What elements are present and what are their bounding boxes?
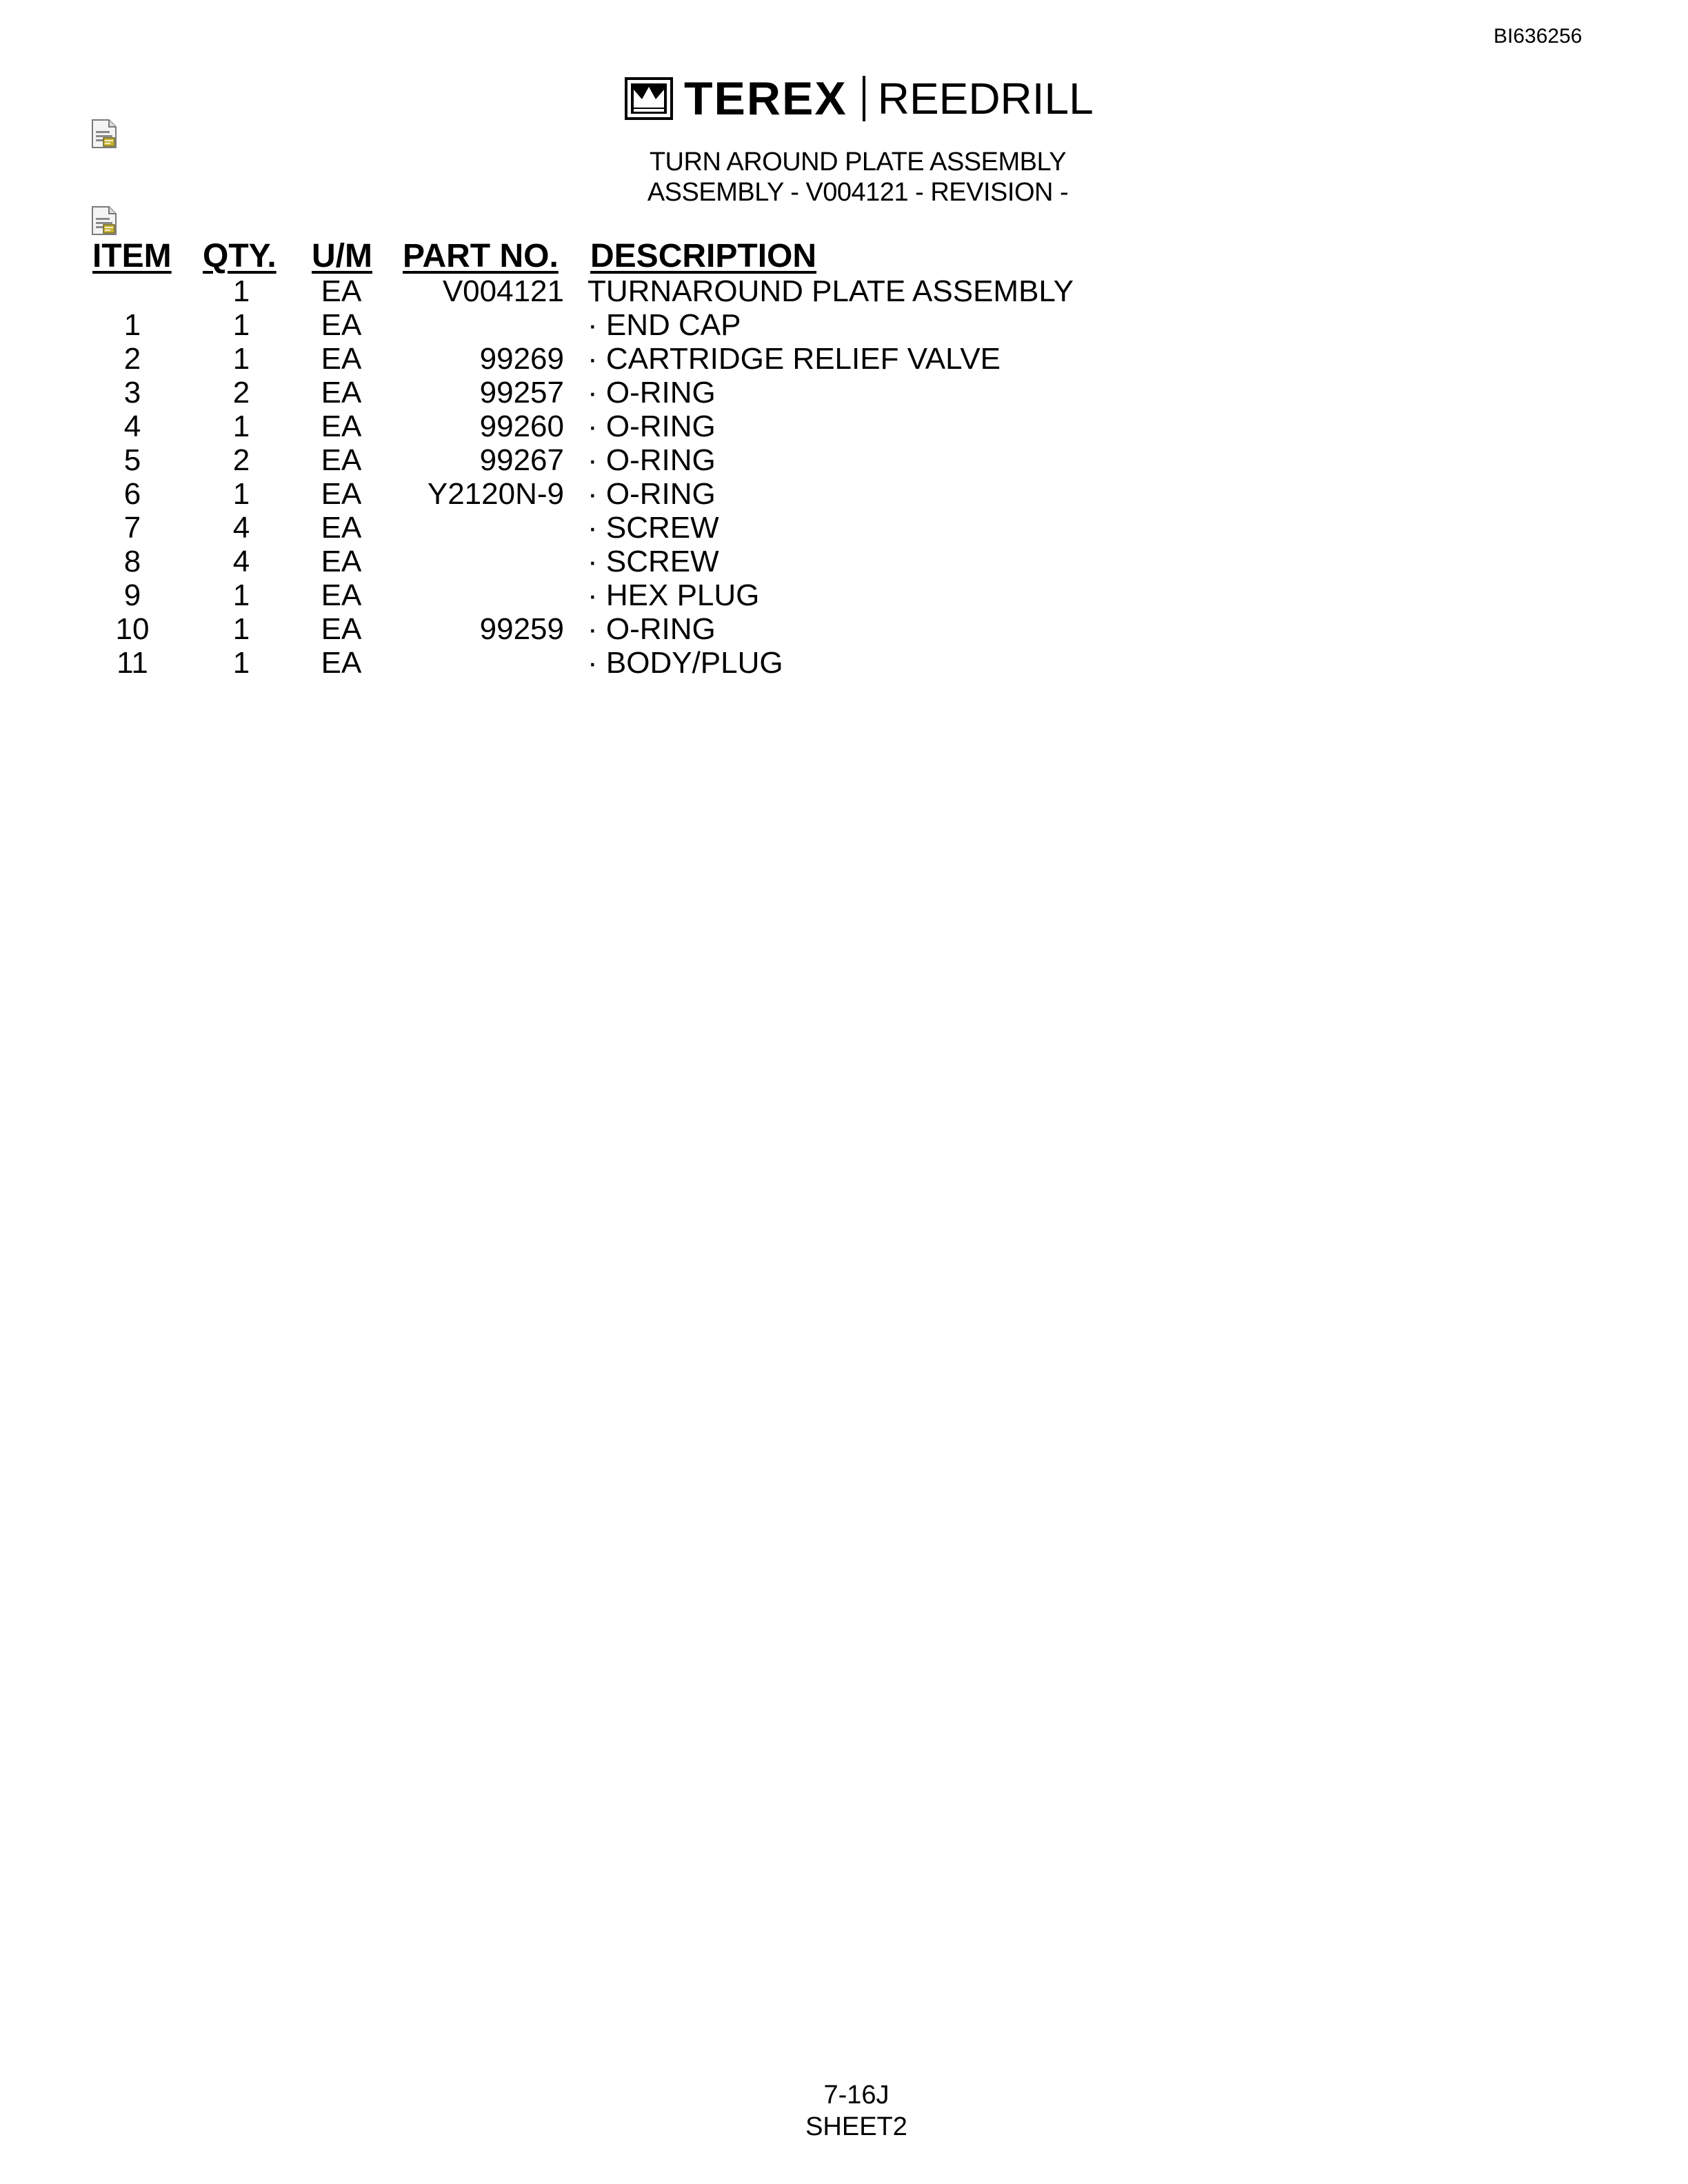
quantity: 1: [232, 477, 250, 511]
description: · CARTRIDGE RELIEF VALVE: [587, 342, 1001, 376]
table-row: [0, 511, 1688, 545]
document-id: BI636256: [1494, 25, 1582, 48]
item-number: 11: [117, 646, 148, 680]
description: · O-RING: [587, 477, 716, 511]
item-number: 8: [123, 545, 141, 578]
document-subtitle: ASSEMBLY - V004121 - REVISION -: [647, 178, 1069, 207]
description: · O-RING: [587, 612, 716, 646]
quantity: 2: [232, 443, 250, 477]
table-row: [0, 274, 1688, 308]
unit-of-measure: EA: [321, 443, 362, 477]
unit-of-measure: EA: [321, 308, 362, 342]
quantity: 1: [232, 308, 250, 342]
quantity: 2: [232, 376, 250, 410]
unit-of-measure: EA: [321, 612, 362, 646]
part-number: V004121: [442, 274, 564, 308]
document-link-icon[interactable]: [90, 119, 119, 149]
description: TURNAROUND PLATE ASSEMBLY: [587, 274, 1074, 308]
brand-name-primary: TEREX: [684, 72, 847, 125]
header-qty: QTY.: [203, 238, 277, 274]
quantity: 1: [232, 646, 250, 680]
sheet-number: SHEET2: [805, 2112, 907, 2141]
item-number: 4: [123, 410, 141, 443]
quantity: 1: [232, 410, 250, 443]
header-um: U/M: [312, 238, 372, 274]
quantity: 1: [232, 612, 250, 646]
item-number: 3: [123, 376, 141, 410]
item-number: 1: [123, 308, 141, 342]
description: · O-RING: [587, 376, 716, 410]
table-row: [0, 443, 1688, 477]
part-number: 99257: [479, 376, 564, 410]
description: · BODY/PLUG: [587, 646, 783, 680]
unit-of-measure: EA: [321, 274, 362, 308]
part-number: 99260: [479, 410, 564, 443]
logo-divider: [863, 76, 865, 121]
table-row: [0, 612, 1688, 646]
quantity: 1: [232, 578, 250, 612]
unit-of-measure: EA: [321, 646, 362, 680]
description: · SCREW: [587, 545, 719, 578]
header-item: ITEM: [92, 238, 172, 274]
item-number: 10: [115, 612, 150, 646]
item-number: 6: [123, 477, 141, 511]
table-row: [0, 342, 1688, 376]
document-link-icon[interactable]: [90, 205, 119, 236]
unit-of-measure: EA: [321, 477, 362, 511]
item-number: 9: [123, 578, 141, 612]
quantity: 1: [232, 342, 250, 376]
quantity: 1: [232, 274, 250, 308]
table-row: [0, 376, 1688, 410]
description: · HEX PLUG: [587, 578, 760, 612]
description: · END CAP: [587, 308, 741, 342]
brand-logo: [625, 74, 1094, 123]
part-number: 99259: [479, 612, 564, 646]
description: · SCREW: [587, 511, 719, 545]
item-number: 7: [123, 511, 141, 545]
table-row: [0, 477, 1688, 511]
header-part-no: PART NO.: [403, 238, 559, 274]
unit-of-measure: EA: [321, 511, 362, 545]
unit-of-measure: EA: [321, 376, 362, 410]
part-number: 99269: [479, 342, 564, 376]
table-row: [0, 646, 1688, 680]
description: · O-RING: [587, 410, 716, 443]
header-description: DESCRIPTION: [590, 238, 817, 274]
quantity: 4: [232, 545, 250, 578]
document-title: TURN AROUND PLATE ASSEMBLY: [649, 148, 1067, 176]
brand-name-secondary: REEDRILL: [877, 74, 1094, 123]
table-row: [0, 578, 1688, 612]
description: · O-RING: [587, 443, 716, 477]
table-row: [0, 410, 1688, 443]
unit-of-measure: EA: [321, 342, 362, 376]
table-row: [0, 308, 1688, 342]
quantity: 4: [232, 511, 250, 545]
unit-of-measure: EA: [321, 545, 362, 578]
item-number: 5: [123, 443, 141, 477]
item-number: 2: [123, 342, 141, 376]
table-row: [0, 545, 1688, 578]
part-number: Y2120N-9: [427, 477, 564, 511]
terex-crown-logo-icon: [625, 77, 673, 120]
unit-of-measure: EA: [321, 578, 362, 612]
page-number: 7-16J: [823, 2081, 890, 2110]
part-number: 99267: [479, 443, 564, 477]
unit-of-measure: EA: [321, 410, 362, 443]
